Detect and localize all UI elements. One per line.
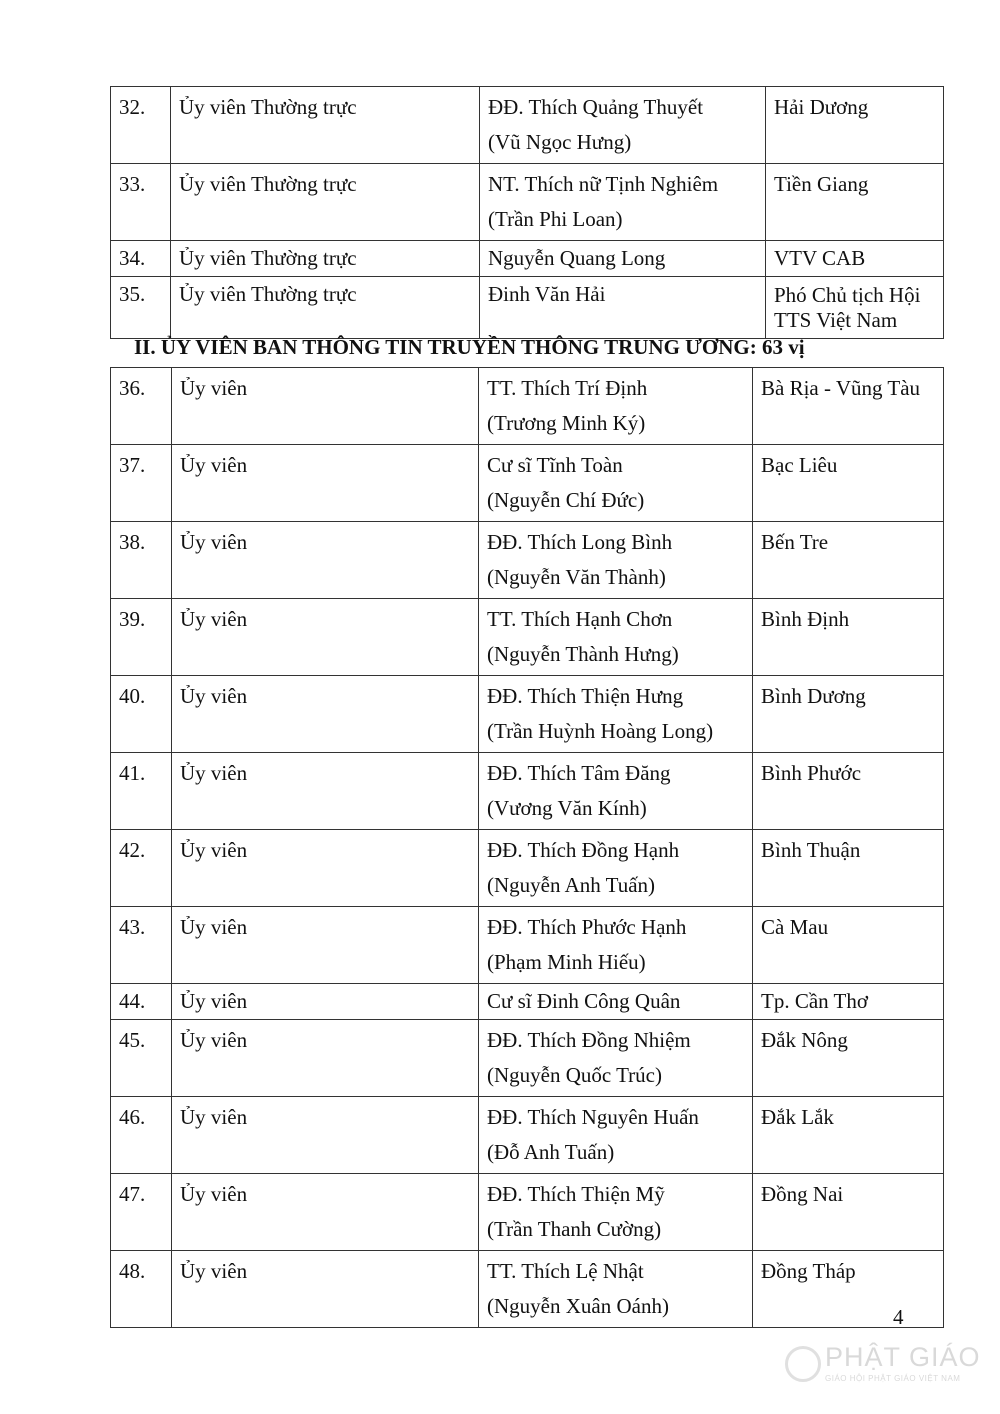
- location: Đắk Nông: [753, 1020, 944, 1097]
- row-number: 41.: [111, 753, 172, 830]
- secular-name: (Trần Phi Loan): [488, 207, 623, 231]
- role: Ủy viên: [172, 753, 479, 830]
- role: Ủy viên: [172, 445, 479, 522]
- row-number: 36.: [111, 368, 172, 445]
- location: Bình Thuận: [753, 830, 944, 907]
- row-number: 32.: [111, 87, 171, 164]
- location: Bình Phước: [753, 753, 944, 830]
- row-number: 35.: [111, 277, 171, 339]
- location: Đồng Nai: [753, 1174, 944, 1251]
- member-name: [479, 1251, 753, 1328]
- location: Bến Tre: [753, 522, 944, 599]
- table-row: [111, 368, 944, 445]
- table-row: [111, 753, 944, 830]
- dharma-name: NT. Thích nữ Tịnh Nghiêm: [488, 172, 719, 196]
- member-name: [479, 1020, 753, 1097]
- dharma-name: ĐĐ. Thích Đồng Nhiệm: [487, 1028, 691, 1052]
- row-number: 46.: [111, 1097, 172, 1174]
- member-name: [479, 368, 753, 445]
- table-row: [111, 522, 944, 599]
- role: Ủy viên: [172, 1251, 479, 1328]
- secular-name: (Trần Thanh Cường): [487, 1217, 662, 1241]
- role: Ủy viên Thường trực: [171, 164, 480, 241]
- member-name: [479, 1097, 753, 1174]
- role: Ủy viên: [172, 599, 479, 676]
- role: Ủy viên: [172, 676, 479, 753]
- table-row: [111, 830, 944, 907]
- lotus-emblem-icon: [785, 1346, 821, 1382]
- dharma-name: ĐĐ. Thích Nguyên Huấn: [487, 1105, 699, 1129]
- secular-name: (Nguyễn Anh Tuấn): [487, 873, 656, 897]
- row-number: 39.: [111, 599, 172, 676]
- dharma-name: ĐĐ. Thích Thiện Mỹ: [487, 1182, 665, 1206]
- table-row: [111, 445, 944, 522]
- member-name: [480, 164, 766, 241]
- secular-name: (Nguyễn Xuân Oánh): [487, 1294, 669, 1318]
- table-row: [111, 984, 944, 1020]
- secular-name: (Nguyễn Chí Đức): [487, 488, 645, 512]
- table-row: [111, 676, 944, 753]
- location: Đồng Tháp: [753, 1251, 944, 1328]
- table-row: [111, 1174, 944, 1251]
- table-row: [111, 277, 944, 339]
- role: Ủy viên: [172, 522, 479, 599]
- member-name: [479, 445, 753, 522]
- standing-members-table: [110, 86, 944, 339]
- table-row: [111, 164, 944, 241]
- member-name: Cư sĩ Đinh Công Quân: [479, 984, 753, 1020]
- secular-name: (Vũ Ngọc Hưng): [488, 130, 632, 154]
- member-name: Đinh Văn Hải: [480, 277, 766, 339]
- role: Ủy viên: [172, 984, 479, 1020]
- member-name: [479, 830, 753, 907]
- role: Ủy viên: [172, 1174, 479, 1251]
- secular-name: (Vương Văn Kính): [487, 796, 647, 820]
- dharma-name: ĐĐ. Thích Thiện Hưng: [487, 684, 684, 708]
- role: Ủy viên: [172, 830, 479, 907]
- location: Tp. Cần Thơ: [753, 984, 944, 1020]
- role: Ủy viên Thường trực: [171, 241, 480, 277]
- table-row: [111, 1097, 944, 1174]
- committee-members-body: [111, 368, 944, 1328]
- location: Hải Dương: [766, 87, 944, 164]
- location: Bạc Liêu: [753, 445, 944, 522]
- dharma-name: Cư sĩ Tĩnh Toàn: [487, 453, 623, 477]
- watermark-title: PHẬT GIÁO: [825, 1342, 981, 1372]
- row-number: 37.: [111, 445, 172, 522]
- watermark-logo: [785, 1340, 985, 1390]
- row-number: 48.: [111, 1251, 172, 1328]
- location: Bà Rịa - Vũng Tàu: [753, 368, 944, 445]
- location: Đắk Lắk: [753, 1097, 944, 1174]
- member-name: [479, 907, 753, 984]
- member-name: [480, 87, 766, 164]
- row-number: 42.: [111, 830, 172, 907]
- page-number: 4: [893, 1305, 904, 1329]
- row-number: 34.: [111, 241, 171, 277]
- dharma-name: ĐĐ. Thích Phước Hạnh: [487, 915, 687, 939]
- location-line: TTS Việt Nam: [774, 308, 898, 332]
- dharma-name: TT. Thích Trí Định: [487, 376, 648, 400]
- table-row: [111, 1251, 944, 1328]
- location: Cà Mau: [753, 907, 944, 984]
- committee-members-table: [110, 367, 944, 1328]
- dharma-name: ĐĐ. Thích Quảng Thuyết: [488, 95, 704, 119]
- table-row: [111, 87, 944, 164]
- role: Ủy viên Thường trực: [171, 87, 480, 164]
- member-name: [479, 522, 753, 599]
- dharma-name: ĐĐ. Thích Tâm Đăng: [487, 761, 671, 785]
- member-name: [479, 676, 753, 753]
- table-row: [111, 907, 944, 984]
- member-name: Nguyễn Quang Long: [480, 241, 766, 277]
- row-number: 40.: [111, 676, 172, 753]
- location-line: Phó Chủ tịch Hội: [774, 283, 921, 307]
- row-number: 47.: [111, 1174, 172, 1251]
- role: Ủy viên: [172, 1097, 479, 1174]
- member-name: [479, 1174, 753, 1251]
- dharma-name: TT. Thích Hạnh Chơn: [487, 607, 673, 631]
- location: [766, 277, 944, 339]
- location: VTV CAB: [766, 241, 944, 277]
- section-heading: II. ỦY VIÊN BAN THÔNG TIN TRUYỀN THÔNG TRUNG ƯƠNG: 63 vị: [134, 335, 805, 359]
- secular-name: (Nguyễn Thành Hưng): [487, 642, 679, 666]
- member-name: [479, 599, 753, 676]
- secular-name: (Nguyễn Văn Thành): [487, 565, 666, 589]
- row-number: 33.: [111, 164, 171, 241]
- secular-name: (Phạm Minh Hiếu): [487, 950, 646, 974]
- row-number: 43.: [111, 907, 172, 984]
- secular-name: (Nguyễn Quốc Trúc): [487, 1063, 662, 1087]
- secular-name: (Đỗ Anh Tuấn): [487, 1140, 615, 1164]
- role: Ủy viên: [172, 368, 479, 445]
- location: Tiền Giang: [766, 164, 944, 241]
- dharma-name: ĐĐ. Thích Long Bình: [487, 530, 673, 554]
- role: Ủy viên Thường trực: [171, 277, 480, 339]
- dharma-name: TT. Thích Lệ Nhật: [487, 1259, 644, 1283]
- table-row: [111, 599, 944, 676]
- table-row: [111, 241, 944, 277]
- location: Bình Dương: [753, 676, 944, 753]
- role: Ủy viên: [172, 1020, 479, 1097]
- dharma-name: ĐĐ. Thích Đồng Hạnh: [487, 838, 680, 862]
- role: Ủy viên: [172, 907, 479, 984]
- member-name: [479, 753, 753, 830]
- secular-name: (Trương Minh Ký): [487, 411, 646, 435]
- watermark-subtitle: GIÁO HỘI PHẬT GIÁO VIỆT NAM: [825, 1374, 961, 1383]
- row-number: 44.: [111, 984, 172, 1020]
- secular-name: (Trần Huỳnh Hoàng Long): [487, 719, 714, 743]
- row-number: 45.: [111, 1020, 172, 1097]
- location: Bình Định: [753, 599, 944, 676]
- table-row: [111, 1020, 944, 1097]
- row-number: 38.: [111, 522, 172, 599]
